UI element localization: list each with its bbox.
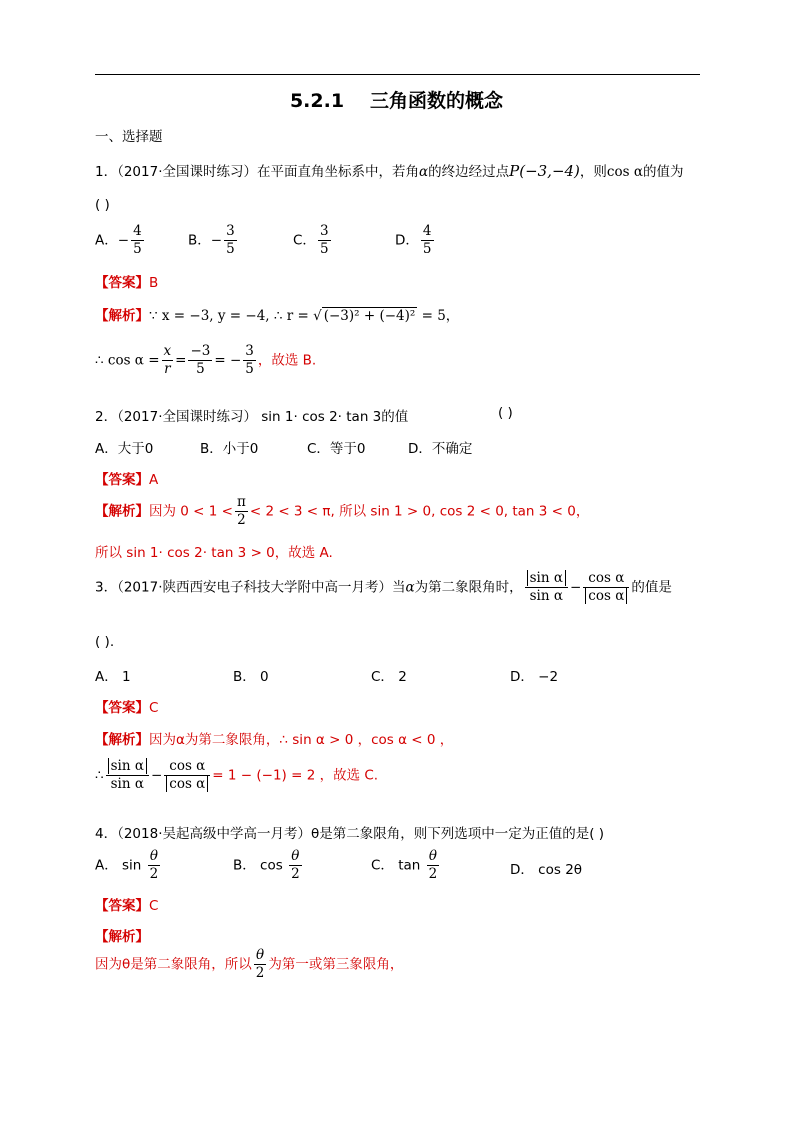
q3-answer: 【答案】C xyxy=(95,700,159,716)
section-title: 三角函数的概念 xyxy=(370,90,504,112)
q3-option-c: C． 2 xyxy=(371,669,407,685)
q4-analysis-tag: 【解析】 xyxy=(95,929,149,945)
q1-option-d: D． $\frac{4}{5}$ xyxy=(395,223,432,257)
header-rule xyxy=(95,74,700,75)
q1-option-a: A．− $\frac{4}{5}$ xyxy=(95,223,142,257)
section-number: 5.2.1 xyxy=(289,90,345,112)
q3-option-b: B． 0 xyxy=(233,669,269,685)
q1-paren: ( ) xyxy=(95,197,110,213)
q4-option-c: C． tan $\frac{\theta}{2}$ xyxy=(371,848,438,882)
q3-option-a: A． 1 xyxy=(95,669,131,685)
q1-answer: 【答案】B xyxy=(95,275,159,291)
q1-option-c: C． $\frac{3}{5}$ xyxy=(293,223,329,257)
page-title xyxy=(0,86,793,113)
q3-paren: ( ). xyxy=(95,634,115,650)
q2-stem: 2．（2017·全国课时练习） sin 1· cos 2· tan 3的值 xyxy=(95,409,409,425)
q3-stem: 3．（2017·陕西西安电子科技大学附中高一月考）当α为第二象限角时， $\frac{\text{sin α}}{\text{sin α}}$ − $\frac{\text{cos α}}{\text{cos α}}$ 的值是 xyxy=(95,570,672,604)
q4-option-a: A． sin $\frac{\theta}{2}$ xyxy=(95,848,159,882)
q2-option-c: C．等于0 xyxy=(307,441,366,457)
q2-option-a: A．大于0 xyxy=(95,441,154,457)
q2-option-b: B．小于0 xyxy=(200,441,259,457)
section-heading: 一、选择题 xyxy=(95,129,163,145)
q1-stem: 1．（2017·全国课时练习）在平面直角坐标系中，若角α的终边经过点P(−3,−4)，则cos α的值为 xyxy=(95,162,684,180)
q2-analysis-1: 【解析】因为 0 < 1 < $\frac{\pi}{2}$ < 2 < 3 < π, 所以 sin 1 > 0, cos 2 < 0, tan 3 < 0， xyxy=(95,494,590,528)
q4-stem: 4．（2018·吴起高级中学高一月考）θ是第二象限角，则下列选项中一定为正值的是( ) xyxy=(95,826,605,842)
q4-analysis-1: 因为θ是第二象限角，所以 $\frac{\theta}{2}$ 为第一或第三象限角， xyxy=(95,947,404,981)
q1-analysis-2: ∴ cos α = $\frac{x}{r}$ = $\frac{-3}{5}$ = − $\frac{3}{5}$ ，故选 B. xyxy=(95,343,317,377)
q1-option-b: B．− $\frac{3}{5}$ xyxy=(188,223,235,257)
q3-analysis-2: ∴ $\frac{\text{sin α}}{\text{sin α}}$ − $\frac{\text{cos α}}{\text{cos α}}$ = 1 − (−1) = 2 ，故选 C. xyxy=(95,758,379,792)
q2-answer: 【答案】A xyxy=(95,472,159,488)
q3-option-d: D． −2 xyxy=(510,669,559,685)
q2-analysis-2: 所以 sin 1· cos 2· tan 3 > 0，故选 A. xyxy=(95,545,333,561)
q3-analysis-1: 【解析】因为α为第二象限角，∴ sin α > 0 ，cos α < 0 ， xyxy=(95,732,454,748)
q1-analysis-1: 【解析】∵ x = −3, y = −4, ∴ r = √ (−3)² + (−4)² = 5， xyxy=(95,308,460,324)
q2-option-d: D．不确定 xyxy=(408,441,473,457)
q4-answer: 【答案】C xyxy=(95,898,159,914)
q2-paren: ( ) xyxy=(498,405,513,421)
q4-option-d: D． cos 2θ xyxy=(510,862,583,878)
q4-option-b: B． cos $\frac{\theta}{2}$ xyxy=(233,848,300,882)
